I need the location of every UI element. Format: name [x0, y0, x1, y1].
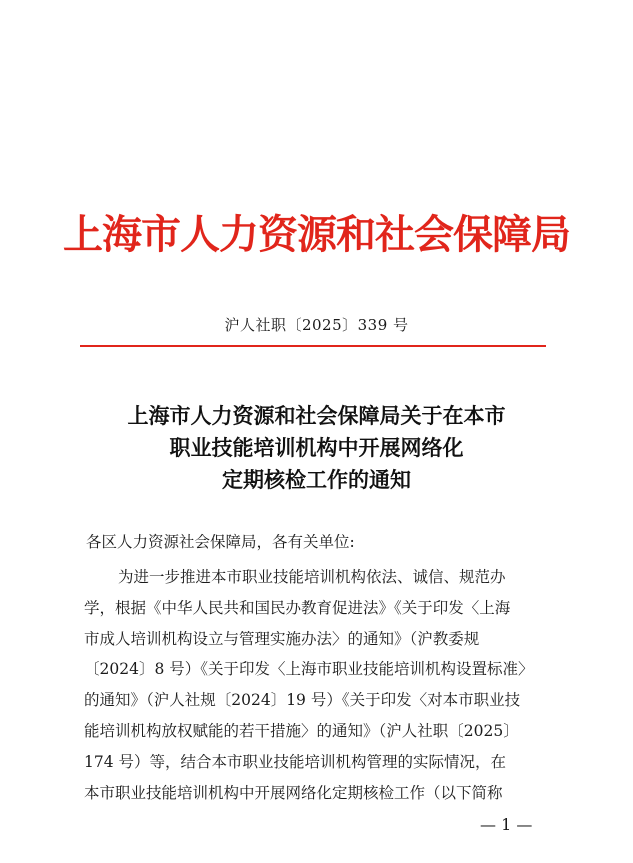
- title-line: 职业技能培训机构中开展网络化: [169, 436, 464, 460]
- salutation: 各区人力资源社会保障局，各有关单位:: [86, 533, 355, 551]
- body-line: 174 号）等，结合本市职业技能培训机构管理的实际情况，在: [84, 752, 507, 771]
- document-title: [0, 400, 633, 496]
- body-line: 市成人培训机构设立与管理实施办法〉的通知》（沪教委规: [84, 629, 480, 648]
- body-line: 能培训机构放权赋能的若干措施〉的通知》（沪人社职〔2025〕: [84, 721, 519, 740]
- page-number: — 1 —: [480, 815, 533, 834]
- red-divider-line: [80, 345, 546, 347]
- title-line: 定期核检工作的通知: [222, 468, 411, 492]
- title-line: 上海市人力资源和社会保障局关于在本市: [127, 404, 506, 428]
- body-line: 〔2024〕8 号）《关于印发〈上海市职业技能培训机构设置标准〉: [84, 660, 534, 679]
- body-line: 的通知》（沪人社规〔2024〕19 号）《关于印发〈对本市职业技: [84, 691, 521, 710]
- body-line: 为进一步推进本市职业技能培训机构依法、诚信、规范办: [118, 568, 506, 586]
- body-line: 学，根据《中华人民共和国民办教育促进法》《关于印发〈上海: [84, 598, 511, 617]
- body-line: 本市职业技能培训机构中开展网络化定期核检工作（以下简称: [84, 783, 503, 802]
- issuing-organization-header: 上海市人力资源和社会保障局: [63, 211, 570, 258]
- document-number: 沪人社职〔2025〕339 号: [224, 316, 409, 334]
- body-paragraph: [84, 562, 554, 808]
